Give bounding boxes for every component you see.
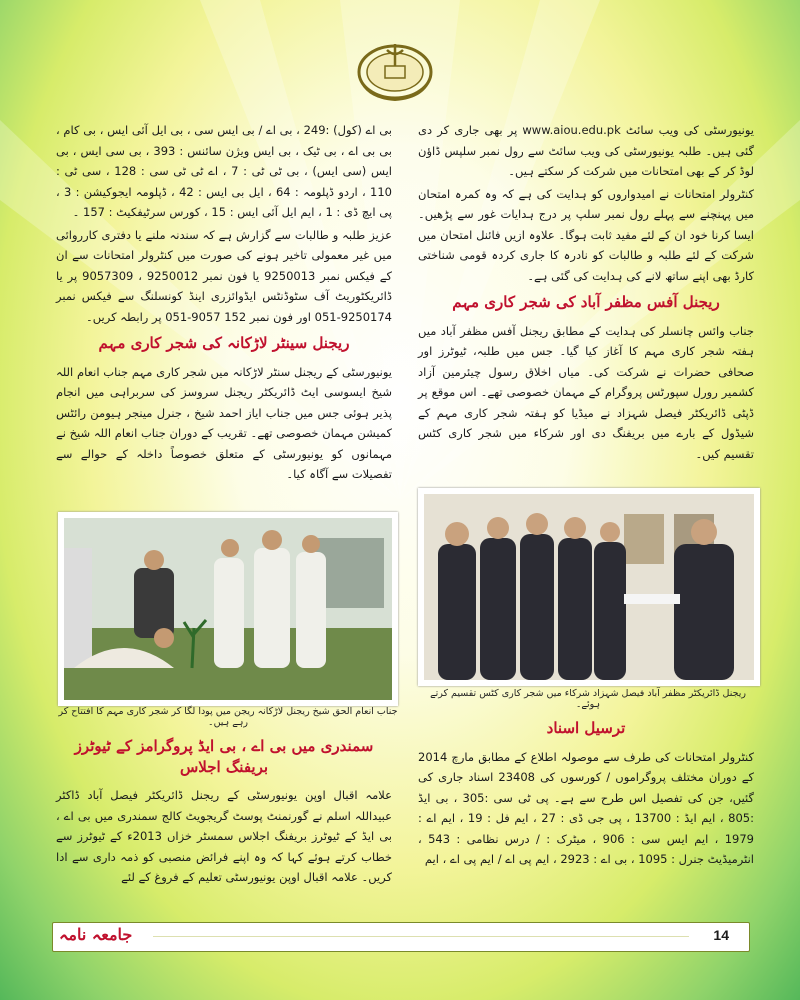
page-number: 14 xyxy=(713,927,729,943)
photo-caption-right: ریجنل ڈائریکٹر مظفر آباد فیصل شہزاد شرکاء میں شجر کاری کٹس تقسیم کرتے ہوئے۔ xyxy=(430,688,746,710)
right-column-lower xyxy=(418,712,754,872)
samundri-text: علامہ اقبال اوپن یونیورسٹی کے ریجنل ڈائریکٹر فیصل آباد ڈاکٹر عبیداللہ اسلم نے گورنمنٹ پوسٹ گریجویٹ کالج سمندری میں بی اے ، بی ایڈ کے ٹیوٹرز بریفنگ اجلاس سمسٹر خزاں 2013ء کے ٹیوٹرز سے خطاب کرتے ہوئے کہا کہ وہ اپنے فرائض منصبی کو ذمہ داری سے ادا کریں۔ علامہ اقبال اوپن یونیورسٹی تعلیم کے فروغ کے لئے xyxy=(56,788,392,884)
photo-larkana-tree-planting xyxy=(58,512,398,706)
heading-larkana: ریجنل سینٹر لاڑکانہ کی شجر کاری مہم xyxy=(98,334,350,352)
degree-stats-text: بی اے (کول) :249 ، بی اے / بی ایس سی ، بی ایل آئی ایس ، بی کام ، بی بی اے ، بی ٹیک ، بی ایس ویژن سائنس : 393 ، بی سی ایس ، بی ایس (سی ایس) ، بی ٹی ٹی : 7 ، اے ٹی ٹی سی : 128 ، سی ٹی : 110 ، اردو ڈپلومہ : 64 ، ایل بی ایس : 42 ، ڈپلومہ ایجوکیشن : 3 ، پی ایچ ڈی : 1 ، ایم ایل آئی ایس : 15 ، کورس سرٹیفکیٹ : 157 ۔ xyxy=(56,123,393,219)
photo-caption-left: جناب انعام الحق شیخ ریجنل لاڑکانہ ریجن میں پودا لگا کر شجر کاری مہم کا افتتاح کر رہے ہیں۔ xyxy=(58,706,398,728)
left-column xyxy=(56,120,392,487)
website-notice-text: یونیورسٹی کی ویب سائٹ www.aiou.edu.pk پر بھی جاری کر دی گئی ہیں۔ طلبہ یونیورسٹی کی ویب سائٹ سے رول نمبر سلپس ڈاؤن لوڈ کر کے بھی امتحانات میں شرکت کر سکتے ہیں۔ xyxy=(418,123,754,178)
left-column-lower xyxy=(56,730,392,890)
exam-instructions-text: کنٹرولر امتحانات نے امیدواروں کو ہدایت کی ہے کہ وہ کمرہ امتحان میں پہنچنے سے پہلے رول نمبر سلپ پر درج ہدایات غور سے پڑھیں۔ ایسا کرنا خود ان کے لئے مفید ثابت ہوگا۔ علاوہ ازیں فائنل امتحان میں شرکت کے لئے طلبہ و طالبات کو نادرہ کا جاری کردہ قومی شناختی کارڈ بھی اپنے ساتھ لانے کی ہدایت کی گئی ہے۔ xyxy=(418,186,754,283)
photo-muzaffarabad-kit-distribution xyxy=(418,488,760,686)
page-footer xyxy=(52,922,750,952)
muzaffarabad-text: جناب وائس چانسلر کی ہدایت کے مطابق ریجنل آفس مظفر آباد میں ہفتہ شجر کاری مہم کا آغاز کیا گیا۔ جس میں طلبہ، ٹیوٹرز اور صحافی حضرات نے شرکت کی۔ میاں اخلاق رسول چیئرمین آزاد کشمیر رورل سپورٹس پروگرام کے مہمان خصوصی تھے۔ اس موقع پر ڈپٹی ڈائریکٹر فیصل شہزاد نے میڈیا کو ہفتہ شجر کاری مہم کے شیڈول کے بارے میں بریفنگ دی اور شرکاء میں شجر کاری کٹس تقسیم کیں۔ xyxy=(418,323,754,461)
university-emblem-icon xyxy=(345,36,445,106)
right-column xyxy=(418,120,754,466)
heading-muzaffarabad: ریجنل آفس مظفر آباد کی شجر کاری مہم xyxy=(452,293,720,311)
footer-divider xyxy=(153,936,689,937)
heading-samundri: سمندری میں بی اے ، بی ایڈ پروگرامز کے ٹیوٹرز بریفنگ اجلاس xyxy=(74,737,374,776)
larkana-text: یونیورسٹی کے ریجنل سنٹر لاڑکانہ میں شجر کاری مہم جناب انعام اللہ شیخ ایسوسی ایٹ ڈائریکٹر ریجنل سروسز کی سربراہی میں انجام پذیر ہوئی جس میں جناب ایاز احمد شیخ ، جنرل مینجر ہیومن رائٹس کمیشن مہمان خصوصی تھے۔ تقریب کے دوران جناب انعام اللہ شیخ نے مہمانوں کو یونیورسٹی کے متعلق خصوصاً داخلہ کے حوالے سے تفصیلات سے آگاہ کیا۔ xyxy=(56,364,392,481)
asnad-text: کنٹرولر امتحانات کی طرف سے موصولہ اطلاع کے مطابق مارچ 2014 کے دوران مختلف پروگراموں / کورسوں کی 23408 اسناد جاری کی گئیں، جن کی تفصیل اس طرح سے ہے۔ پی ٹی سی :305 ، بی ایڈ :805 ، ایم ایڈ : 13700 ، پی جی ڈی : 27 ، ایم فل : 19 ، ایم اے : 1979 ، ایم ایس سی : 906 ، میٹرک : / درس نظامی : 543 ، انٹرمیڈیٹ جنرل : 1095 ، بی اے : 2923 ، ایم پی اے / ایم پی اے ، ایم xyxy=(418,749,754,866)
contact-request-text: عزیز طلبہ و طالبات سے گزارش ہے کہ سندنہ ملنے یا دفتری کارروائی میں غیر معمولی تاخیر ہونے کی صورت میں کنٹرولر امتحانات سے ان کے فیکس نمبر 9250013 یا فون نمبر 9250012 ، 9057309 پر یا ڈائریکٹوریٹ آف سٹوڈنٹس ایڈوائزری اینڈ کونسلنگ سے فیکس نمبر 9250174-051 اور فون نمبر 152 9057-051 پر رابطہ کریں۔ xyxy=(56,227,392,324)
publication-title: جامعہ نامہ xyxy=(59,925,133,944)
heading-asnad: ترسیل اسناد xyxy=(546,719,626,737)
